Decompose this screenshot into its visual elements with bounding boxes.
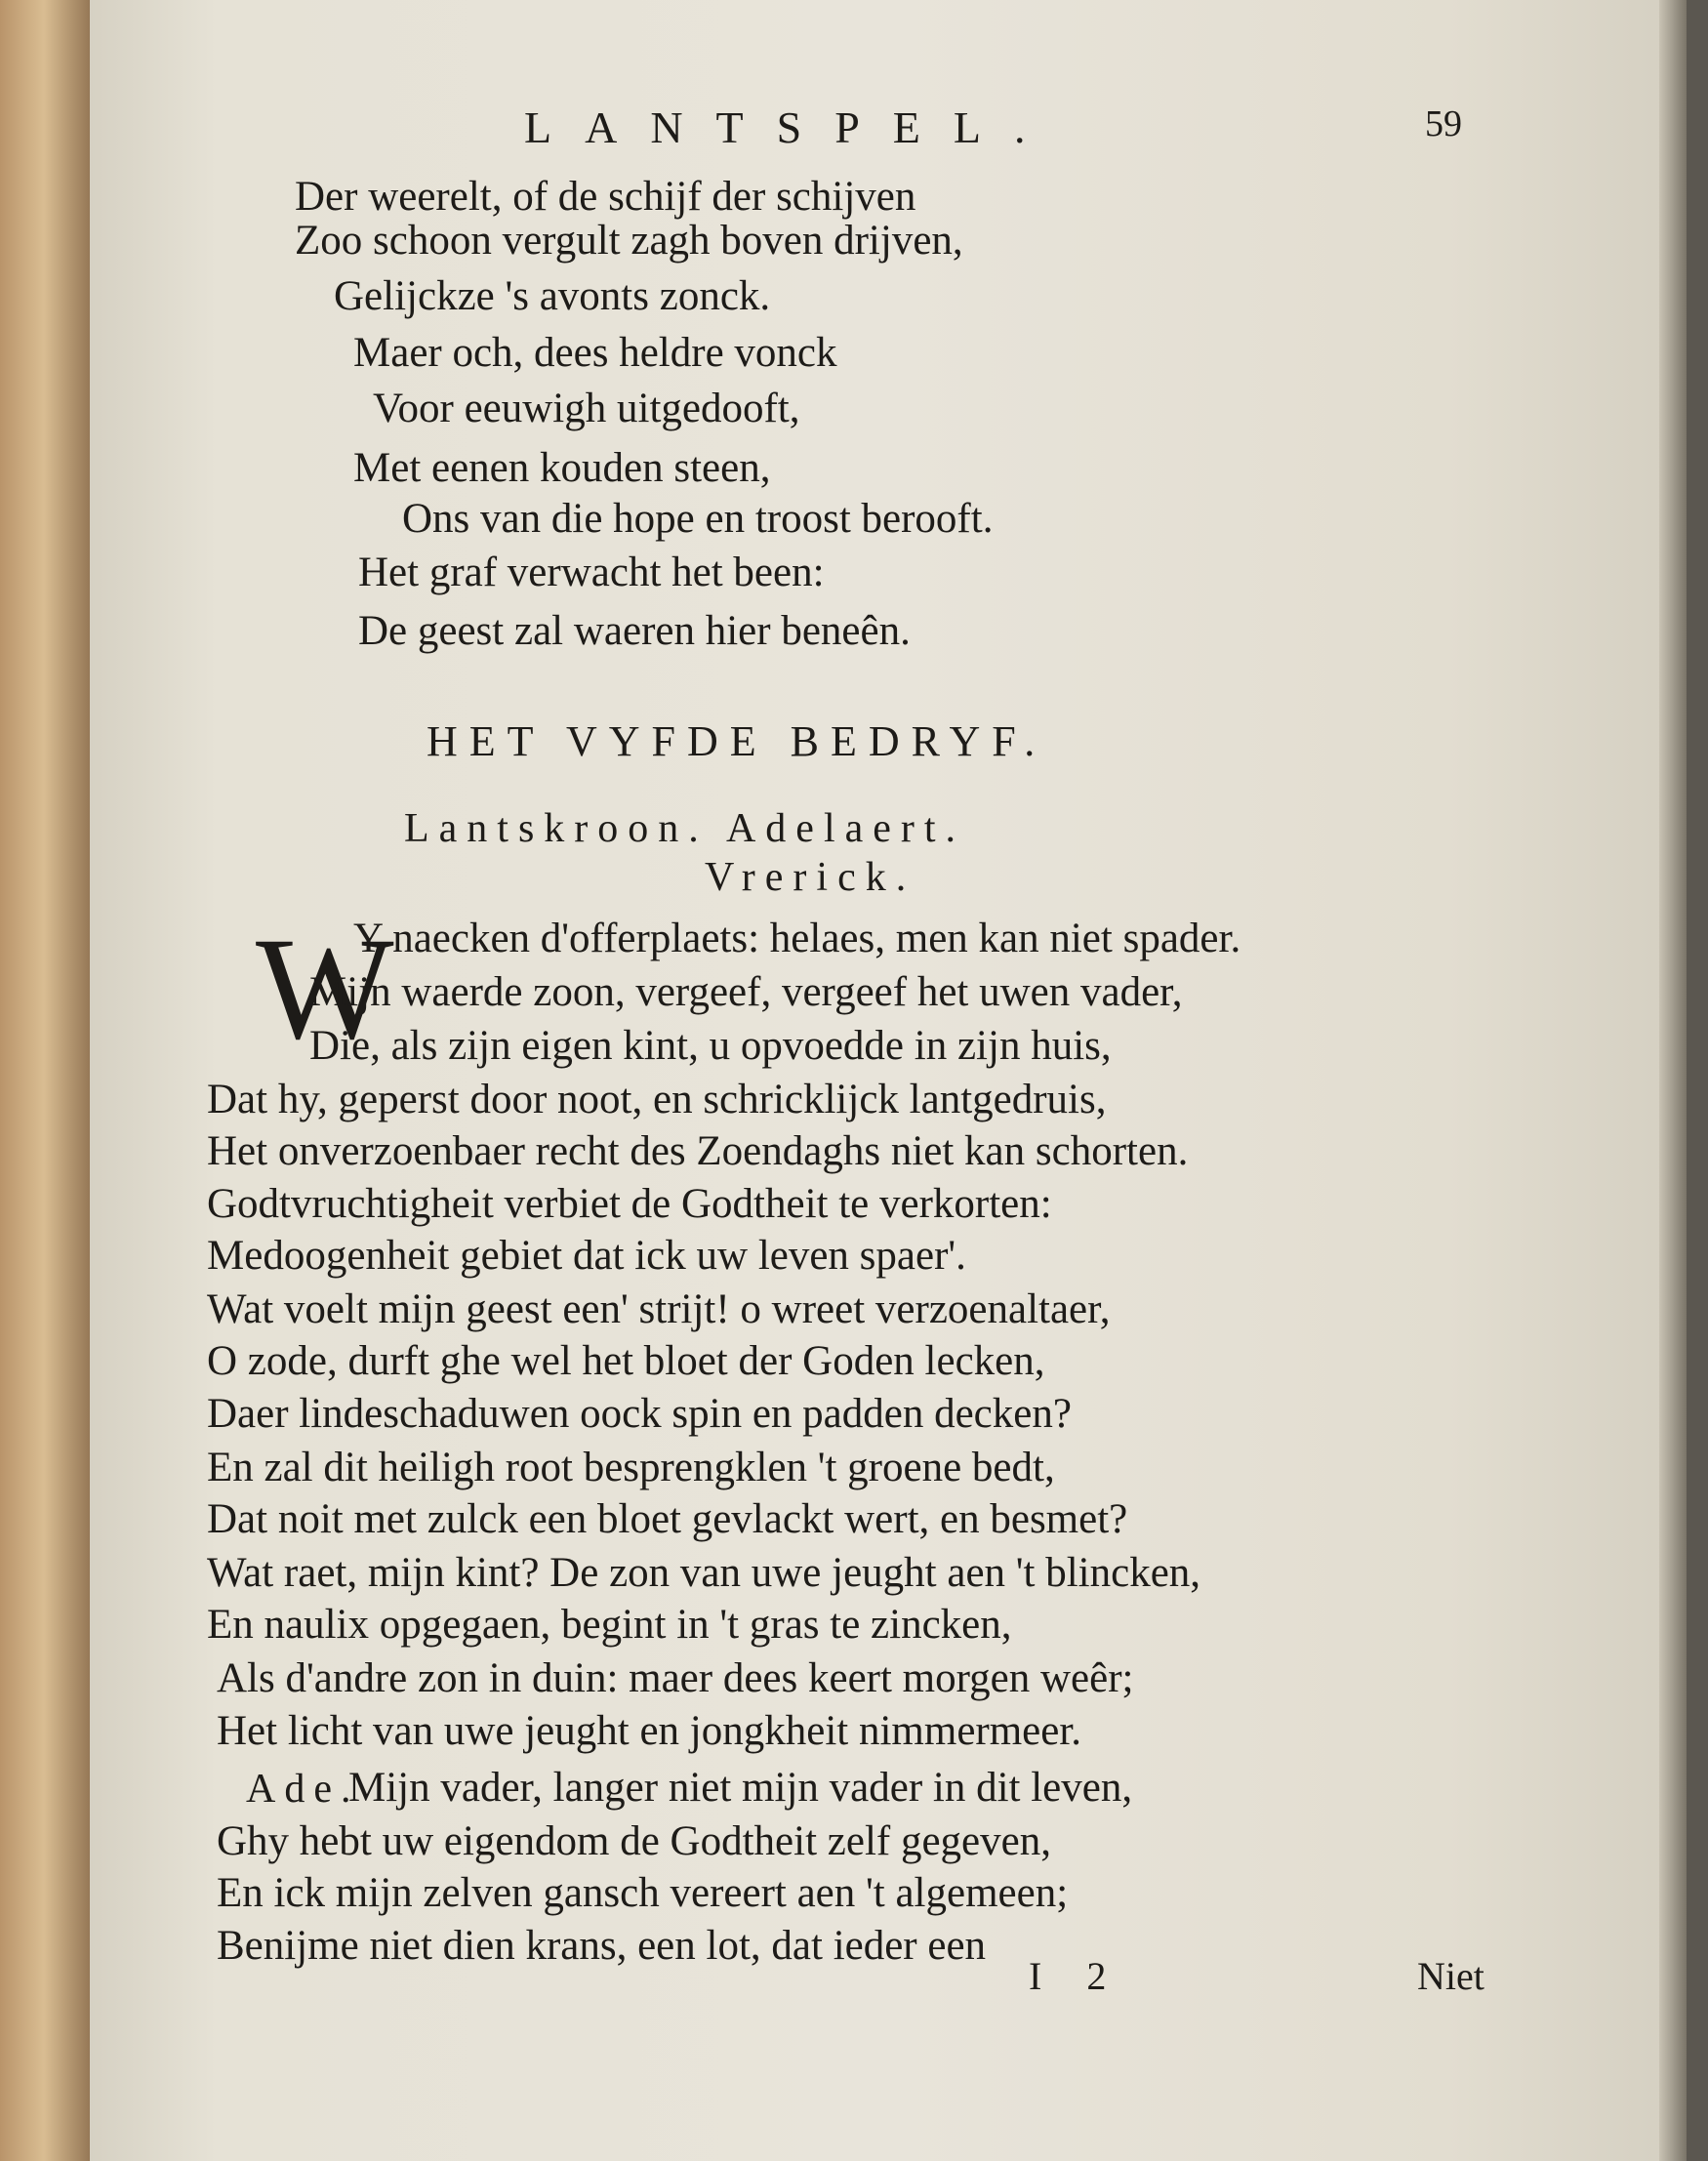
- verse-line: Daer lindeschaduwen oock spin en padden decken?: [207, 1391, 1072, 1437]
- verse-line: Wat raet, mijn kint? De zon van uwe jeught aen 't blincken,: [207, 1550, 1201, 1596]
- verse-line: Y naecken d'offerplaets: helaes, men kan niet spader.: [353, 916, 1241, 961]
- signature-mark: I 2: [1029, 1954, 1124, 1998]
- verse-line: En ick mijn zelven gansch vereert aen 't algemeen;: [217, 1870, 1069, 1916]
- verse-line: Het licht van uwe jeught en jongkheit nimmermeer.: [217, 1708, 1082, 1754]
- drop-cap: W: [256, 908, 394, 1070]
- verse-line: Voor eeuwigh uitgedooft,: [373, 386, 800, 431]
- verse-line: Als d'andre zon in duin: maer dees keert morgen weêr;: [217, 1655, 1134, 1701]
- verse-line: Ons van die hope en troost berooft.: [402, 496, 994, 542]
- book-page: [90, 0, 1687, 2161]
- verse-line: En naulix opgegaen, begint in 't gras te zincken,: [207, 1602, 1012, 1648]
- verse-line: Met eenen kouden steen,: [353, 445, 771, 491]
- verse-line: Het graf verwacht het been:: [358, 550, 825, 595]
- cast-list: Lantskroon. Adelaert.: [404, 806, 966, 851]
- verse-line: Gelijckze 's avonts zonck.: [334, 273, 771, 319]
- verse-line: O zode, durft ghe wel het bloet der Goden lecken,: [207, 1338, 1045, 1384]
- catchword: Niet: [1417, 1954, 1484, 1998]
- verse-line: Zoo schoon vergult zagh boven drijven,: [295, 218, 963, 264]
- page-edge-shadow: [1659, 0, 1687, 2161]
- act-heading: HET VYFDE BEDRYF.: [427, 717, 1047, 765]
- cast-list: Vrerick.: [705, 855, 916, 900]
- speaker-label: Ade.: [246, 1767, 360, 1812]
- verse-line: Mijn vader, langer niet mijn vader in dit leven,: [348, 1765, 1133, 1811]
- verse-line: Wat voelt mijn geest een' strijt! o wreet verzoenaltaer,: [207, 1286, 1111, 1332]
- verse-line: Mijn waerde zoon, vergeef, vergeef het uwen vader,: [309, 969, 1183, 1015]
- verse-line: Het onverzoenbaer recht des Zoendaghs niet kan schorten.: [207, 1128, 1189, 1174]
- verse-line: Dat noit met zulck een bloet gevlackt wert, en besmet?: [207, 1496, 1128, 1542]
- verse-line: Medoogenheit gebiet dat ick uw leven spaer'.: [207, 1233, 966, 1279]
- verse-line: Maer och, dees heldre vonck: [353, 330, 837, 376]
- verse-line: Ghy hebt uw eigendom de Godtheit zelf gegeven,: [217, 1818, 1051, 1864]
- verse-line: De geest zal waeren hier beneên.: [358, 608, 911, 654]
- page-number: 59: [1425, 103, 1462, 144]
- verse-line: Godtvruchtigheit verbiet de Godtheit te verkorten:: [207, 1181, 1052, 1227]
- verse-line: Die, als zijn eigen kint, u opvoedde in zijn huis,: [309, 1023, 1112, 1069]
- verse-line: Benijme niet dien krans, een lot, dat ieder een: [217, 1923, 987, 1969]
- left-page-edge: [0, 0, 98, 2161]
- verse-line: Dat hy, geperst door noot, en schricklijck lantgedruis,: [207, 1077, 1107, 1122]
- running-head: LANTSPEL.: [524, 102, 1059, 152]
- verse-line: En zal dit heiligh root besprengklen 't groene bedt,: [207, 1445, 1055, 1490]
- verse-line: Der weerelt, of de schijf der schijven: [295, 174, 916, 220]
